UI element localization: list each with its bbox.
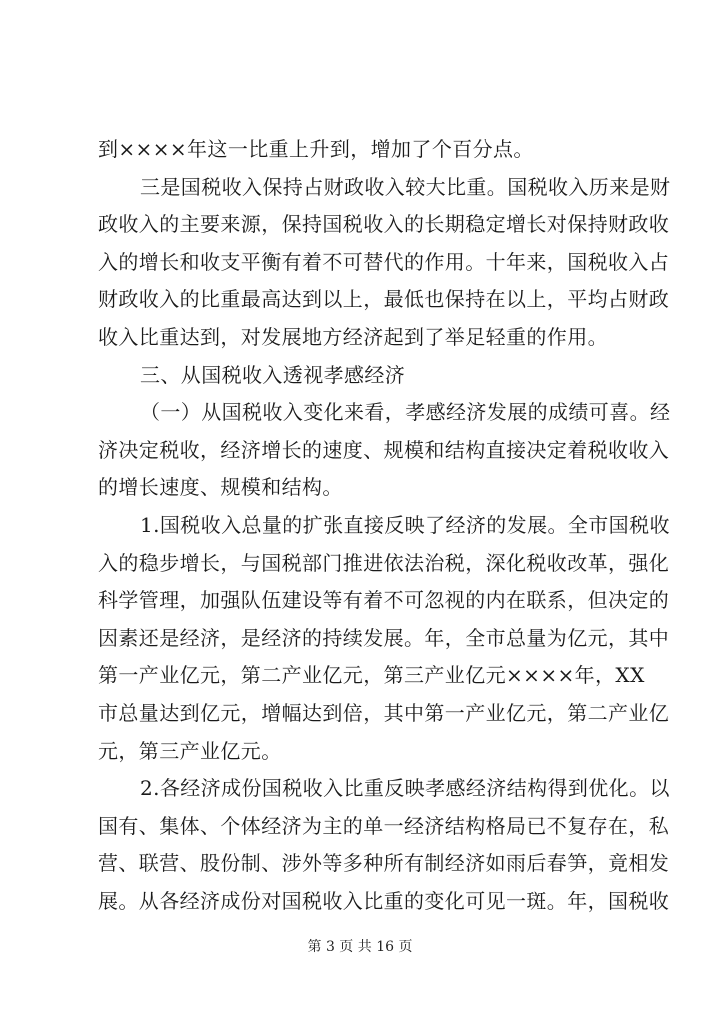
paragraph-line: 营、联营、股份制、涉外等多种所有制经济如雨后春笋，竟相发 <box>98 851 670 876</box>
section-heading: 三、从国税收入透视孝感经济 <box>140 362 406 387</box>
paragraph-line: 市总量达到亿元，增幅达到倍，其中第一产业亿元，第二产业亿 <box>98 701 670 725</box>
paragraph-line: 第一产业亿元，第二产业亿元，第三产业亿元××××年，XX <box>98 663 645 688</box>
paragraph-line: 1.国税收入总量的扩张直接反映了经济的发展。全市国税收 <box>140 513 670 537</box>
paragraph-line: 2.各经济成份国税收入比重反映孝感经济结构得到优化。以 <box>140 776 670 801</box>
paragraph-line: 入的增长和收支平衡有着不可替代的作用。十年来，国税收入占 <box>98 249 670 274</box>
paragraph-line: 元，第三产业亿元。 <box>98 738 282 763</box>
paragraph-line: 科学管理，加强队伍建设等有着不可忽视的内在联系，但决定的 <box>98 588 670 613</box>
paragraph-line: 到××××年这一比重上升到，增加了个百分点。 <box>98 137 534 161</box>
paragraph-line: 财政收入的比重最高达到以上，最低也保持在以上，平均占财政 <box>98 287 670 312</box>
paragraph-line: （一）从国税收入变化来看，孝感经济发展的成绩可喜。经 <box>140 400 671 425</box>
paragraph-line: 济决定税收，经济增长的速度、规模和结构直接决定着税收收入 <box>98 437 670 462</box>
paragraph-line: 收入比重达到，对发展地方经济起到了举足轻重的作用。 <box>98 325 608 349</box>
paragraph-line: 的增长速度、规模和结构。 <box>98 475 343 500</box>
paragraph-line: 国有、集体、个体经济为主的单一经济结构格局已不复存在，私 <box>98 813 670 838</box>
page-footer: 第 3 页 共 16 页 <box>307 939 413 955</box>
paragraph-line: 入的稳步增长，与国税部门推进依法治税，深化税收改革，强化 <box>98 550 670 575</box>
paragraph-line: 三是国税收入保持占财政收入较大比重。国税收入历来是财 <box>140 174 671 199</box>
paragraph-line: 因素还是经济，是经济的持续发展。年，全市总量为亿元，其中 <box>98 625 670 650</box>
paragraph-line: 政收入的主要来源，保持国税收入的长期稳定增长对保持财政收 <box>98 212 670 237</box>
paragraph-line: 展。从各经济成份对国税收入比重的变化可见一斑。年，国税收 <box>98 889 670 913</box>
